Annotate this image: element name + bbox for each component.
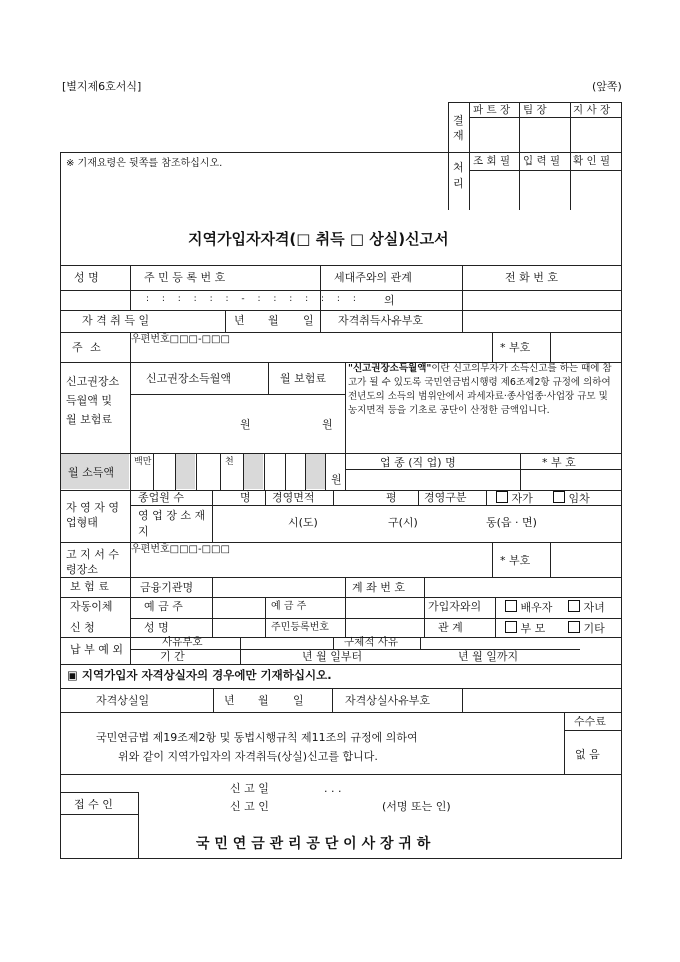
report-date-label: 신 고 일 — [230, 782, 269, 795]
area-unit: 평 — [386, 491, 397, 504]
declaration-line-1: 국민연금법 제19조제2항 및 동법시행규칙 제11조의 규정에 의하여 — [96, 731, 418, 744]
rrn-label: 주 민 등 록 번 호 — [144, 271, 226, 284]
loss-date-month: 월 — [258, 694, 269, 707]
instruction-note: ※ 기재요령은 뒷쪽를 참조하십시오. — [66, 158, 223, 169]
autopay-label-3: 신 청 — [70, 621, 95, 634]
location-si: 시(도) — [288, 516, 318, 529]
own-option[interactable] — [496, 491, 533, 505]
monthly-income-label: 월 소득액 — [68, 466, 115, 479]
parent-checkbox[interactable] — [505, 621, 517, 633]
rent-label: 임차 — [568, 492, 590, 505]
holder-rrn-label-2: 주민등록번호 — [271, 622, 329, 633]
acq-date-day: 일 — [303, 314, 314, 327]
report-date-value: . . . — [324, 782, 342, 795]
staff-label: 종업원 수 — [138, 491, 185, 504]
phone-label: 전 화 번 호 — [505, 271, 558, 284]
relation-label: 세대주와의 관계 — [334, 271, 412, 284]
type-label: 경영구분 — [424, 491, 467, 504]
other-label: 기타 — [583, 622, 605, 635]
check-inquiry: 조 회 필 — [473, 155, 511, 167]
notice-postal[interactable]: 우편번호□□□-□□□ — [131, 544, 230, 555]
fee-label: 수수료 — [574, 715, 606, 728]
loss-section-header-text: 지역가입자 자격상실자의 경우에만 기재하십시오. — [81, 668, 332, 682]
signature-hint: (서명 또는 인) — [382, 800, 451, 813]
other-checkbox[interactable] — [568, 621, 580, 633]
unit-won: 원 — [331, 473, 342, 486]
reporter-label: 신 고 인 — [230, 800, 269, 813]
location-dong: 동(읍 · 면) — [486, 516, 537, 529]
acq-date-label: 자 격 취 득 일 — [82, 314, 150, 327]
account-label: 계 좌 번 호 — [352, 581, 405, 594]
check-input: 입 력 필 — [523, 155, 561, 167]
relation2-label-2: 관 계 — [438, 621, 463, 634]
fee-value: 없 음 — [575, 748, 600, 761]
income-won-1: 원 — [240, 418, 251, 431]
loss-reason-label: 자격상실사유부호 — [345, 694, 431, 707]
address-postal[interactable]: 우편번호□□□-□□□ — [131, 334, 230, 345]
loss-section-header — [67, 669, 332, 682]
spouse-option[interactable] — [505, 600, 552, 614]
parent-label: 부 모 — [520, 622, 546, 635]
holder-label: 예 금 주 — [144, 600, 183, 613]
child-checkbox[interactable] — [568, 600, 580, 612]
form-title: 지역가입자자격(□ 취득 □ 상실)신고서 — [188, 230, 449, 248]
page-side-label: (앞쪽) — [592, 80, 622, 93]
loss-date-label: 자격상실일 — [96, 694, 150, 707]
income-col2-label: 월 보험료 — [280, 372, 327, 385]
relation-suffix: 의 — [384, 294, 395, 307]
notice-code-label: * 부호 — [500, 554, 531, 567]
holder-rrn-label-1: 예 금 주 — [271, 601, 307, 612]
processing-label: 처리 — [453, 161, 464, 190]
address-label: 주 소 — [72, 341, 103, 354]
autopay-label-1: 보 험 료 — [70, 580, 109, 593]
holder-name-label: 성 명 — [144, 621, 169, 634]
approval-manager: 팀 장 — [523, 104, 547, 116]
autopay-label-2: 자동이체 — [70, 600, 113, 613]
approval-branch-head: 지 사 장 — [573, 104, 611, 116]
unit-million: 백만 — [134, 457, 152, 467]
child-label: 자녀 — [583, 601, 605, 614]
income-explanation-term: "신고권장소득월액" — [348, 363, 432, 374]
location-label: 영 업 장 소 재 지 — [138, 509, 206, 538]
rent-option[interactable] — [553, 491, 590, 505]
address-code-label: * 부호 — [500, 341, 531, 354]
acq-date-year: 년 — [234, 314, 245, 327]
spouse-label: 배우자 — [520, 601, 553, 614]
exemption-from: 년 월 일부터 — [302, 650, 363, 663]
loss-date-year: 년 — [224, 694, 235, 707]
occupation-label: 업 종 (직 업) 명 — [380, 456, 456, 469]
parent-option[interactable] — [505, 621, 545, 635]
income-label: 신고권장소득월액 및 월 보험료 — [66, 375, 120, 426]
staff-unit: 명 — [240, 491, 251, 504]
addressee: 국 민 연 금 관 리 공 단 이 사 장 귀 하 — [196, 836, 431, 852]
income-col1-label: 신고권장소득월액 — [146, 372, 232, 385]
form-number: [별지제6호서식] — [62, 80, 142, 93]
approval-team-lead: 파 트 장 — [473, 104, 511, 116]
acq-reason-label: 자격취득사유부호 — [338, 314, 424, 327]
location-gu: 구(시) — [388, 516, 418, 529]
own-label: 자가 — [511, 492, 533, 505]
spouse-checkbox[interactable] — [505, 600, 517, 612]
square-bullet-icon: ▣ — [67, 668, 78, 682]
notice-label: 고 지 서 수령장소 — [66, 548, 119, 576]
approval-label: 결재 — [453, 114, 464, 142]
income-won-2: 원 — [322, 418, 333, 431]
rent-checkbox[interactable] — [553, 491, 565, 503]
acq-date-month: 월 — [268, 314, 279, 327]
check-confirm: 확 인 필 — [573, 155, 611, 167]
own-checkbox[interactable] — [496, 491, 508, 503]
occupation-code-label: * 부 호 — [542, 456, 576, 469]
area-label: 경영면적 — [272, 491, 315, 504]
exemption-period-label: 기 간 — [160, 650, 185, 663]
receiver-label: 접 수 인 — [74, 798, 113, 811]
exemption-reason-label: 사유부호 — [162, 636, 203, 648]
exemption-to: 년 월 일까지 — [458, 650, 519, 663]
declaration-line-2: 위와 같이 지역가입자의 자격취득(상실)신고를 합니다. — [118, 750, 378, 763]
other-option[interactable] — [568, 621, 605, 635]
loss-date-day: 일 — [293, 694, 304, 707]
exemption-detail-label: 구체적 사유 — [344, 636, 399, 648]
income-explanation-text: 이란 신고의무자가 소득신고를 하는 때에 참고가 될 수 있도록 국민연금법시행령 제6조제2항 규정에 의하여 전년도의 소득의 범위안에서 과세자료·종사업종·사업장 규모 및 농지면적 등을 기초로 공단이 산정한 금액입니다. — [348, 363, 612, 416]
relation2-label-1: 가입자와의 — [428, 600, 482, 613]
rrn-digit-boxes[interactable]: : : : : : : - : : : : : : : — [146, 294, 361, 304]
name-label: 성 명 — [74, 271, 99, 284]
exemption-label: 납 부 예 외 — [70, 643, 123, 656]
self-employed-label: 자 영 자 영업형태 — [66, 501, 119, 529]
income-explanation — [348, 362, 618, 418]
bank-label: 금융기관명 — [140, 581, 194, 594]
unit-thousand: 천 — [225, 457, 234, 467]
child-option[interactable] — [568, 600, 605, 614]
